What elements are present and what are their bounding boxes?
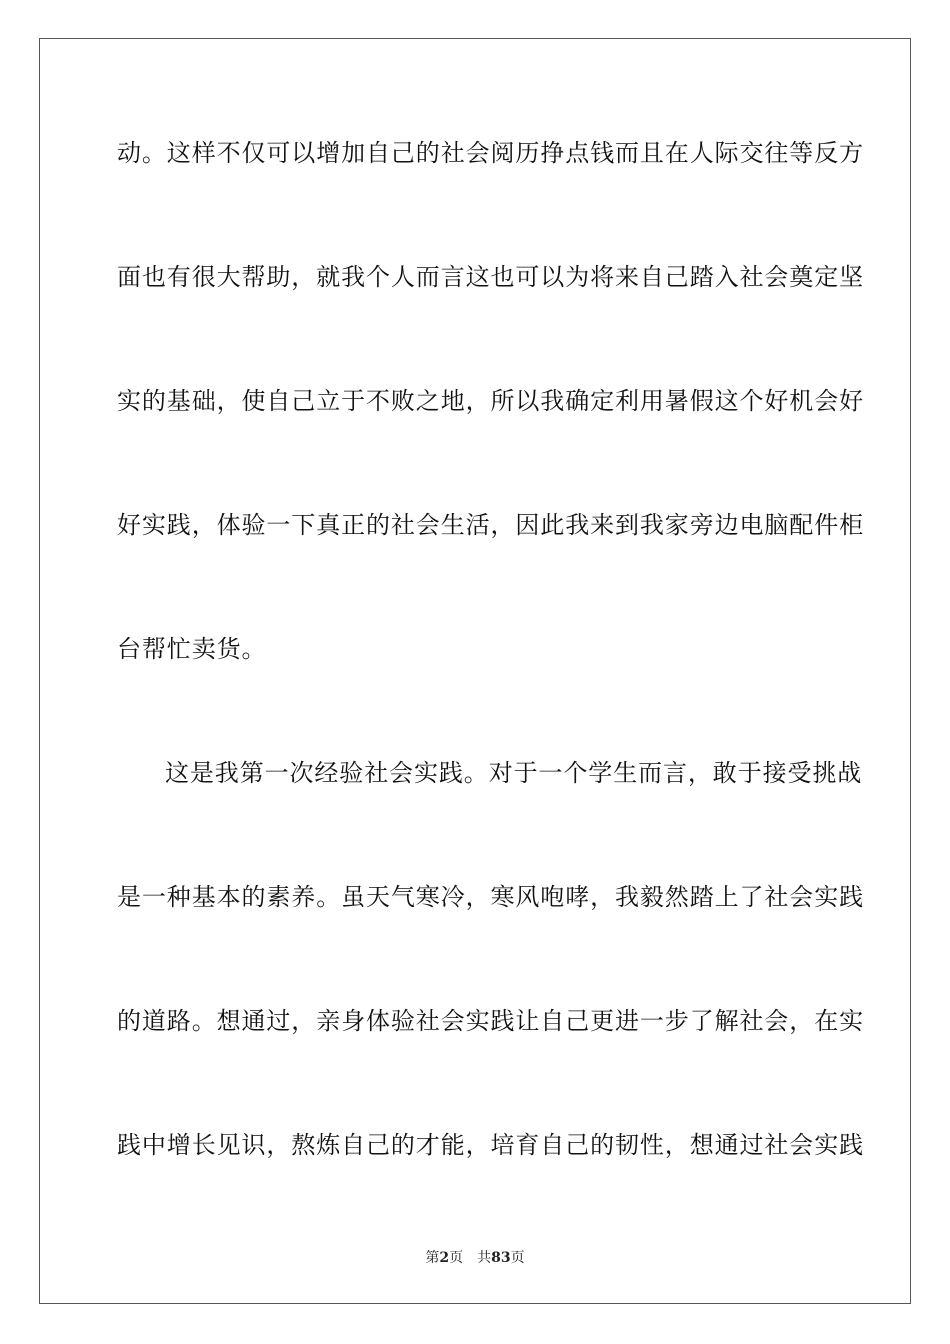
- footer-page-suffix: 页: [449, 1250, 464, 1266]
- footer-page-prefix: 第: [425, 1250, 440, 1266]
- footer-total-prefix: 共: [477, 1250, 492, 1266]
- body-text-line: 动。这样不仅可以增加自己的社会阅历挣点钱而且在人际交往等反方: [117, 139, 864, 167]
- body-text-line: 面也有很大帮助，就我个人而言这也可以为将来自己踏入社会奠定坚: [117, 263, 864, 291]
- page-footer: [0, 1249, 950, 1267]
- body-text-line: 实的基础，使自己立于不败之地，所以我确定利用暑假这个好机会好: [117, 387, 864, 415]
- body-text-line: 台帮忙卖货。: [117, 635, 267, 663]
- body-text-line-indented: 这是我第一次经验社会实践。对于一个学生而言，敢于接受挑战: [165, 759, 863, 787]
- page-border: [39, 38, 911, 1304]
- footer-total-pages: 83: [491, 1250, 511, 1266]
- body-text-line: 的道路。想通过，亲身体验社会实践让自己更进一步了解社会，在实: [117, 1007, 864, 1035]
- footer-page-number: 2: [439, 1250, 450, 1266]
- footer-total-suffix: 页: [510, 1250, 525, 1266]
- body-text-line: 践中增长见识，熬炼自己的才能，培育自己的韧性，想通过社会实践: [117, 1131, 864, 1159]
- body-text-line: 好实践，体验一下真正的社会生活，因此我来到我家旁边电脑配件柜: [117, 511, 864, 539]
- body-text-line: 是一种基本的素养。虽天气寒冷，寒风咆哮，我毅然踏上了社会实践: [117, 883, 864, 911]
